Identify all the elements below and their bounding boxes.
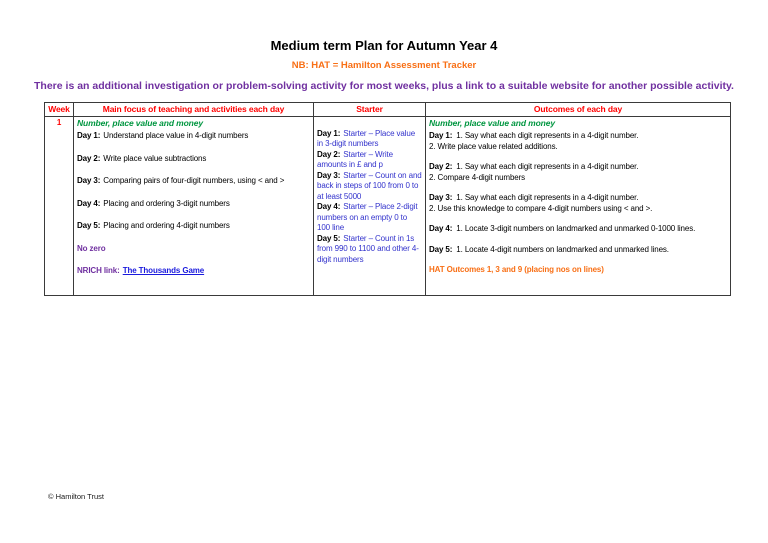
main-day-3 (77, 176, 310, 187)
strand-heading: Number, place value and money (429, 117, 555, 128)
day-label: Day 5: (317, 233, 341, 243)
day-text: Placing and ordering 4-digit numbers (103, 221, 230, 230)
outcome-day-2 (429, 162, 727, 183)
outcome-line-1: 1. Locate 3-digit numbers on landmarked and unmarked 0-1000 lines. (456, 224, 696, 233)
nrich-line (77, 266, 310, 277)
starter-text: Starter – Write amounts in £ and p (317, 149, 393, 169)
day-label: Day 3: (77, 176, 101, 185)
outcome-day-1 (429, 131, 727, 152)
day-text: Write place value subtractions (103, 153, 207, 163)
starter-text: Starter – Count on and back in steps of 100 from 0 to at least 5000 (317, 170, 422, 201)
nrich-link-label: NRICH link: (77, 266, 120, 275)
day-label: Day 1: (429, 131, 453, 140)
day-text: Comparing pairs of four-digit numbers, using < and > (103, 176, 285, 185)
outcome-day-5 (429, 245, 727, 256)
starter-cell (314, 116, 426, 295)
day-label: Day 2: (317, 149, 341, 159)
main-day-2 (77, 154, 310, 165)
starter-day-4 (317, 202, 422, 234)
outcome-line-1: 1. Locate 4-digit numbers on landmarked and unmarked lines. (456, 244, 669, 254)
starter-day-3 (317, 171, 422, 203)
nb-note: NB: HAT = Hamilton Assessment Tracker (291, 60, 477, 71)
outcomes-cell (426, 116, 731, 295)
day-label: Day 3: (429, 193, 453, 202)
starter-text: Starter – Place value in 3-digit numbers (317, 128, 416, 148)
page-title: Medium term Plan for Autumn Year 4 (270, 38, 498, 53)
outcome-line-1: 1. Say what each digit represents in a 4-digit number. (456, 193, 639, 202)
outcome-day-4 (429, 224, 727, 235)
outcome-line-1: 1. Say what each digit represents in a 4-digit number. (456, 162, 639, 171)
day-label: Day 4: (77, 198, 101, 208)
main-day-5 (77, 221, 310, 232)
col-header-main-focus: Main focus of teaching and activities each day (74, 103, 314, 117)
outcome-line-2: 2. Write place value related additions. (429, 141, 558, 151)
col-header-starter: Starter (314, 103, 426, 117)
day-label: Day 3: (317, 170, 341, 180)
day-label: Day 5: (429, 244, 453, 254)
starter-day-1 (317, 129, 422, 150)
starter-text: Starter – Place 2-digit numbers on an empty 0 to 100 line (317, 202, 418, 232)
col-header-week: Week (45, 103, 74, 117)
starter-day-2 (317, 150, 422, 171)
week-cell: 1 (45, 116, 74, 295)
copyright-footer: © Hamilton Trust (48, 492, 104, 501)
starter-text: Starter – Count in 1s from 990 to 1100 and other 4-digit numbers (317, 233, 419, 264)
outcome-line-2: 2. Compare 4-digit numbers (429, 172, 526, 182)
day-label: Day 4: (429, 224, 453, 233)
starter-content (317, 118, 422, 266)
header-row (45, 103, 731, 117)
day-label: Day 1: (317, 128, 341, 138)
day-label: Day 2: (77, 153, 101, 163)
day-text: Placing and ordering 3-digit numbers (103, 198, 230, 208)
day-label: Day 5: (77, 221, 101, 230)
outcome-line-1: 1. Say what each digit represents in a 4-digit number. (456, 131, 639, 140)
main-day-1 (77, 131, 310, 142)
main-focus-cell (74, 116, 314, 295)
col-header-outcomes: Outcomes of each day (426, 103, 731, 117)
strand-heading: Number, place value and money (77, 117, 203, 128)
table-row (45, 116, 731, 295)
plan-table (44, 102, 731, 296)
outcome-day-3 (429, 193, 727, 214)
main-day-4 (77, 199, 310, 210)
day-label: Day 4: (317, 202, 341, 211)
hat-outcomes-note: HAT Outcomes 1, 3 and 9 (placing nos on lines) (429, 265, 604, 274)
day-label: Day 1: (77, 131, 101, 140)
starter-day-5 (317, 234, 422, 266)
day-label: Day 2: (429, 162, 453, 171)
no-zero-note: No zero (77, 243, 106, 253)
outcome-line-2: 2. Use this knowledge to compare 4-digit numbers using < and >. (429, 203, 653, 213)
day-text: Understand place value in 4-digit numbers (103, 131, 249, 140)
thousands-game-link[interactable]: The Thousands Game (122, 266, 205, 275)
intro-note: There is an additional investigation or problem-solving activity for most weeks, plus a link to a suitable website for another possible activity. (34, 80, 734, 92)
